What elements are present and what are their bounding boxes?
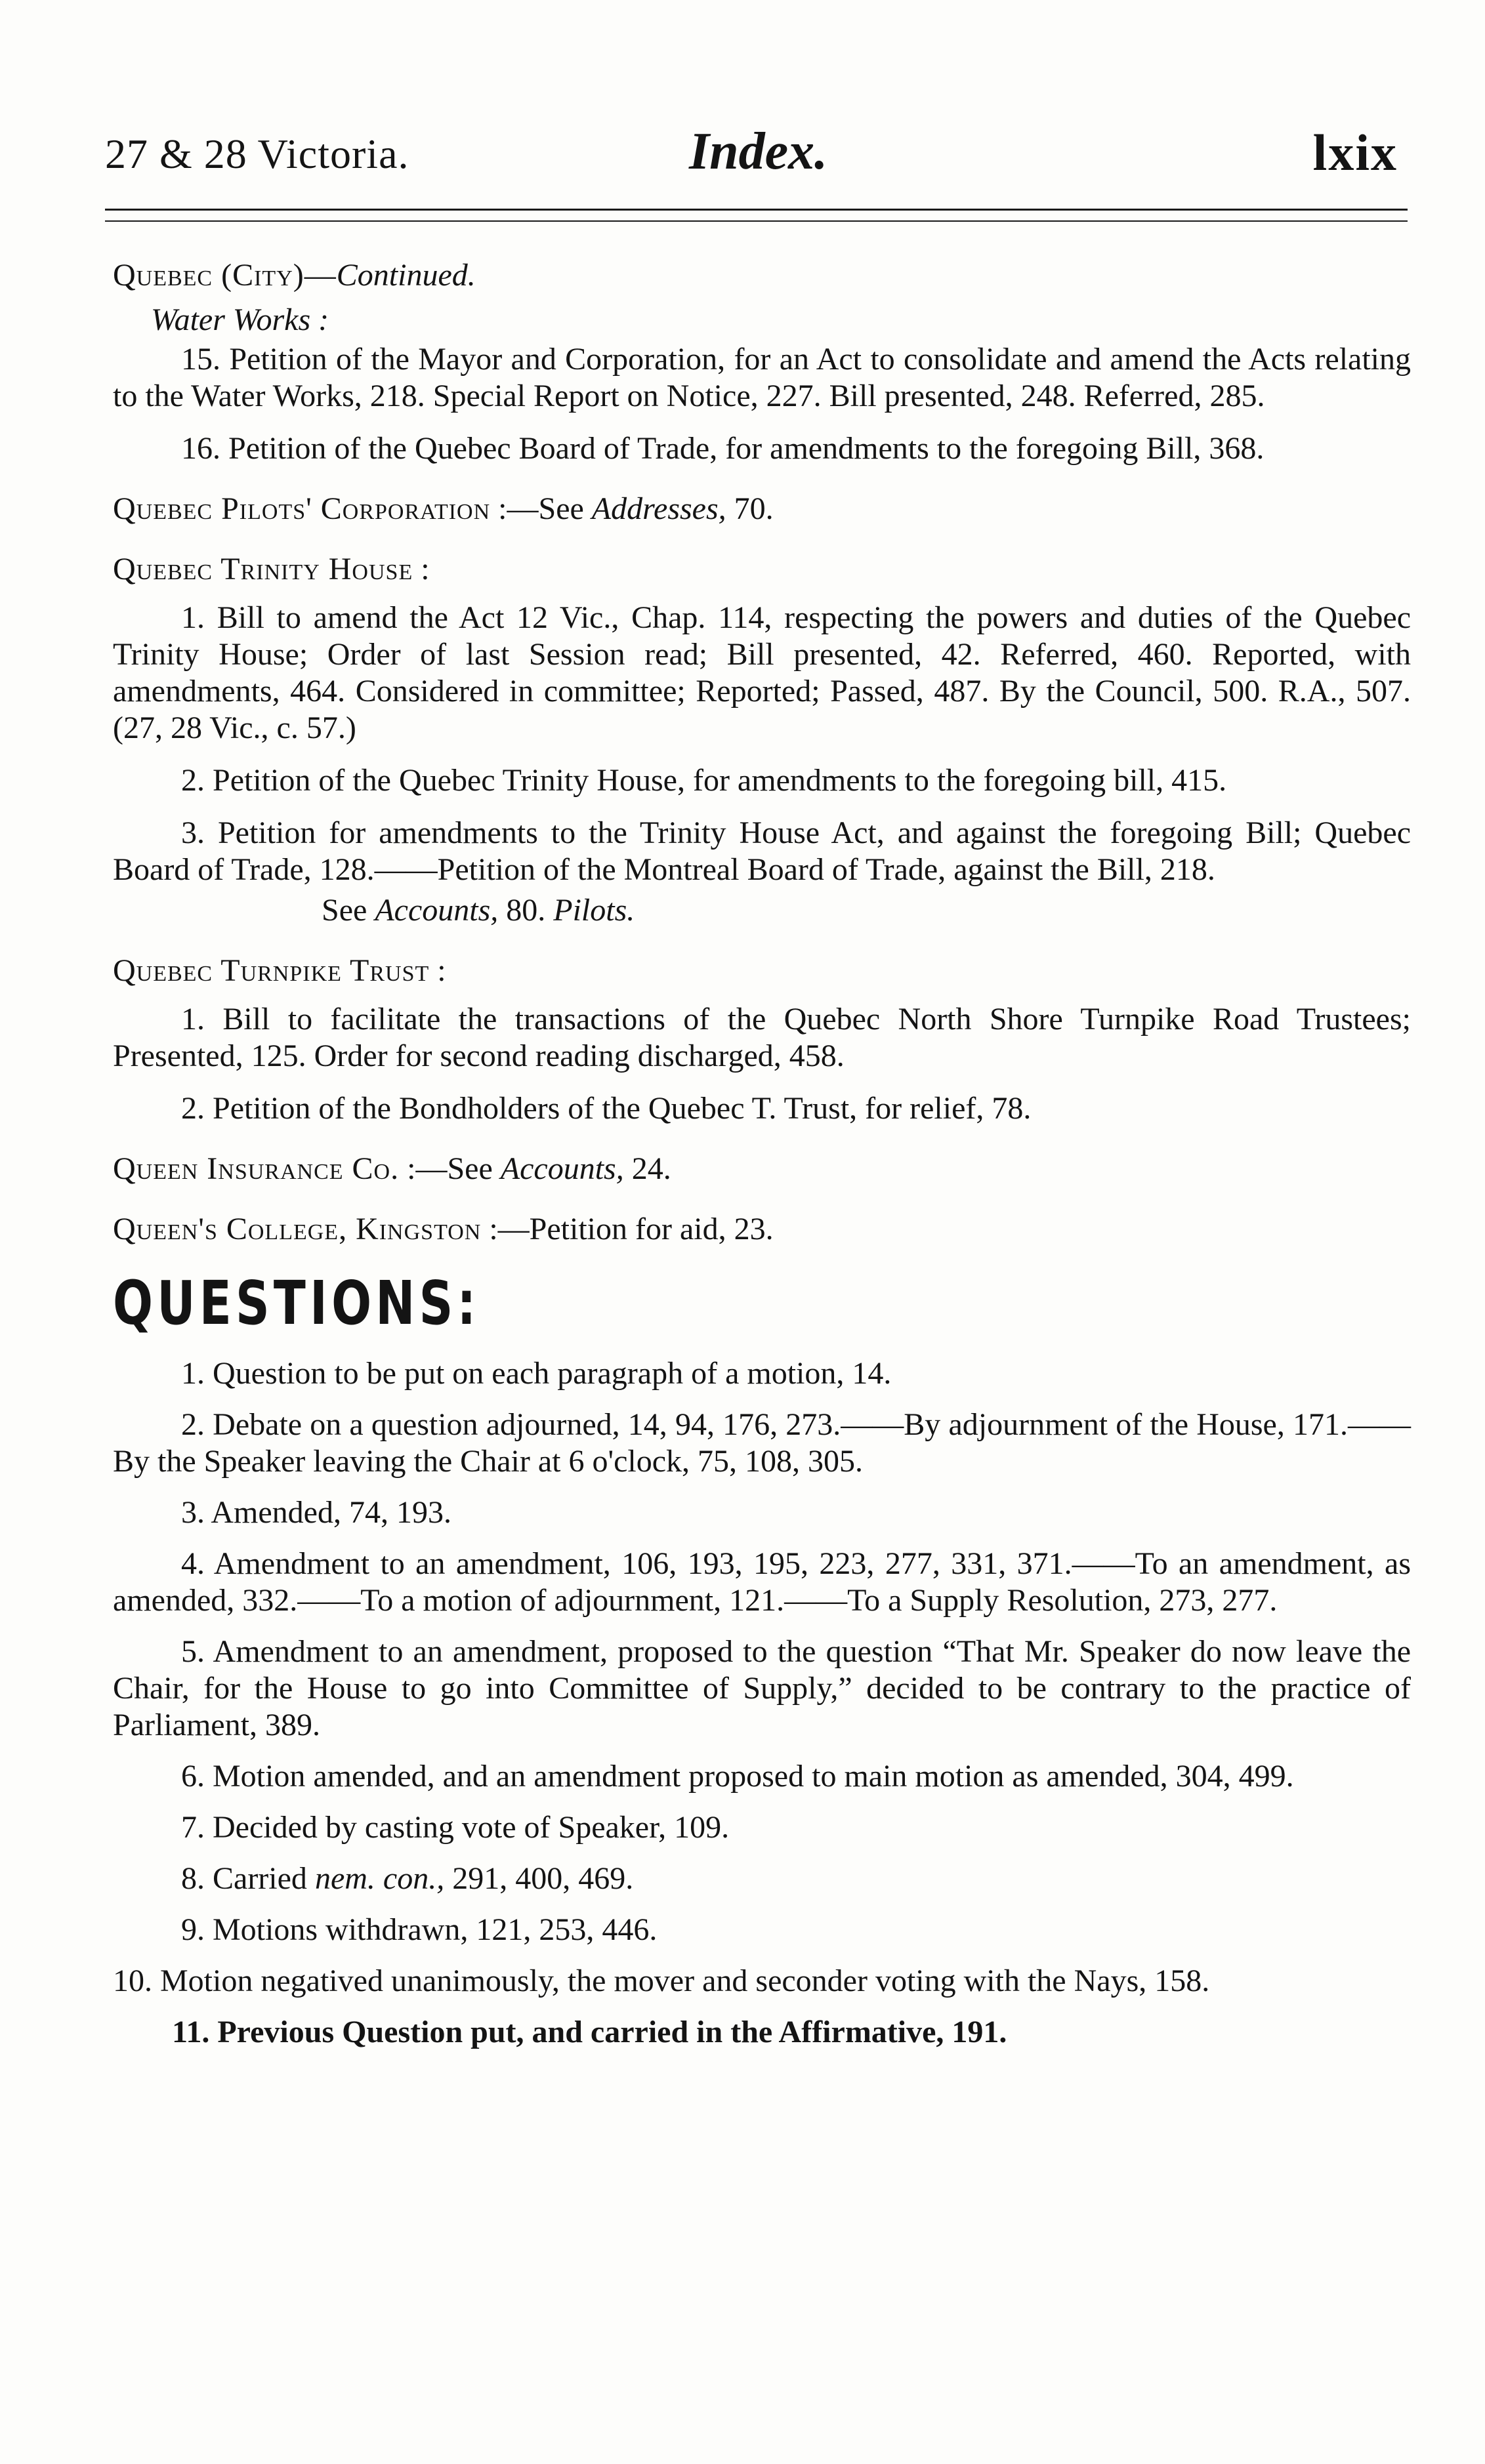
index-content bbox=[113, 257, 1411, 2065]
see-label: See bbox=[322, 893, 375, 928]
item-text: Amended, 74, 193. bbox=[211, 1495, 451, 1530]
cross-reference: Accounts, bbox=[375, 893, 499, 928]
item-text: Bill to facilitate the transactions of the Quebec North Shore Turnpike Road Trustees; Presented, 125. Order for second reading discharged, 458. bbox=[113, 1002, 1412, 1073]
index-item bbox=[113, 1090, 1411, 1127]
continued-label: Continued. bbox=[336, 258, 476, 293]
item-number: 6. bbox=[181, 1759, 205, 1794]
cross-reference: Accounts, bbox=[500, 1151, 624, 1186]
entry-quebec-city bbox=[113, 257, 1411, 294]
item-text: Amendment to an amendment, 106, 193, 195, 223, 277, 331, 371.——To an amendment, as amended, 332.——To a motion of adjournment, 121.——To a Supply Resolution, 273, 277. bbox=[113, 1546, 1411, 1618]
entry-heading: Queen's College, Kingston bbox=[113, 1212, 482, 1246]
entry-text: :—Petition for aid, 23. bbox=[481, 1212, 774, 1246]
index-item bbox=[113, 762, 1411, 799]
page-ref: 70. bbox=[726, 491, 774, 526]
item-number: 3. bbox=[181, 1495, 205, 1530]
item-text: Previous Question put, and carried in the Affirmative, 191. bbox=[217, 2015, 1007, 2049]
index-item bbox=[113, 2014, 1411, 2051]
item-number: 3. bbox=[181, 815, 205, 850]
index-item bbox=[113, 341, 1411, 415]
item-number: 9. bbox=[181, 1912, 205, 1947]
page-ref: 24. bbox=[623, 1151, 671, 1186]
item-number: 1. bbox=[181, 1356, 205, 1391]
index-item bbox=[113, 430, 1411, 467]
item-number: 2. bbox=[181, 1407, 205, 1442]
latin-phrase: nem. con., bbox=[314, 1861, 445, 1896]
index-item bbox=[113, 1546, 1411, 1619]
index-item bbox=[113, 1633, 1411, 1744]
item-number: 15. bbox=[181, 342, 220, 377]
item-number: 7. bbox=[181, 1810, 205, 1845]
item-number: 8. bbox=[181, 1861, 205, 1896]
item-text: Motion amended, and an amendment proposed to main motion as amended, 304, 499. bbox=[213, 1759, 1294, 1794]
item-text: Motions withdrawn, 121, 253, 446. bbox=[213, 1912, 658, 1947]
item-text: Petition of the Mayor and Corporation, for an Act to consolidate and amend the Acts relating to the Water Works, 218. Special Report on Notice, 227. Bill presented, 248. Referred, 285. bbox=[113, 342, 1412, 413]
item-number: 4. bbox=[181, 1546, 205, 1581]
heading-colon: : bbox=[413, 552, 430, 586]
index-item bbox=[113, 1407, 1411, 1480]
cross-reference: Pilots. bbox=[553, 893, 635, 928]
section-title-questions: QUESTIONS: bbox=[113, 1268, 480, 1338]
item-text: Question to be put on each paragraph of a motion, 14. bbox=[213, 1356, 892, 1391]
item-number: 11. bbox=[172, 2015, 210, 2049]
page-number: lxix bbox=[1312, 124, 1398, 181]
page-ref: 80. bbox=[498, 893, 554, 928]
entry-heading: Quebec Turnpike Trust bbox=[113, 953, 430, 988]
entry-heading: Queen Insurance Co. bbox=[113, 1151, 400, 1186]
entry-quebec-turnpike-trust bbox=[113, 953, 1411, 989]
item-text-prefix: Carried bbox=[213, 1861, 315, 1896]
see-also-line bbox=[322, 892, 1411, 929]
item-text: Debate on a question adjourned, 14, 94, 176, 273.——By adjournment of the House, 171.——By the Speaker leaving the Chair at 6 o'clock, 75, 108, 305. bbox=[113, 1407, 1411, 1479]
item-number: 2. bbox=[181, 1091, 205, 1126]
item-number: 1. bbox=[181, 600, 205, 635]
entry-queens-college bbox=[113, 1211, 1411, 1248]
item-text: 291, 400, 469. bbox=[444, 1861, 634, 1896]
item-text: Decided by casting vote of Speaker, 109. bbox=[213, 1810, 730, 1845]
item-text: Bill to amend the Act 12 Vic., Chap. 114, respecting the powers and duties of the Quebec Trinity House; Order of last Session read; Bill presented, 42. Referred, 460. Reported, with amendments, 464. Considered in committee; Reported; Passed, 487. By the Council, 500. R.A., 507. (27, 28 Vic., c. 57.) bbox=[113, 600, 1412, 745]
index-item bbox=[113, 600, 1411, 747]
item-text: Petition for amendments to the Trinity House Act, and against the foregoing Bill; Quebec Board of Trade, 128.——Petition of the Montreal Board of Trade, against the Bill, 218. bbox=[113, 815, 1412, 887]
header-rule-bottom bbox=[105, 220, 1408, 222]
item-number: 5. bbox=[181, 1634, 205, 1669]
item-number: 16. bbox=[181, 431, 220, 466]
item-text: Petition of the Quebec Board of Trade, for amendments to the foregoing Bill, 368. bbox=[228, 431, 1265, 466]
item-number: 1. bbox=[181, 1002, 205, 1037]
see-label: :—See bbox=[399, 1151, 501, 1186]
running-head bbox=[105, 122, 1398, 188]
heading-colon: : bbox=[429, 953, 446, 988]
index-item bbox=[113, 1963, 1411, 2000]
running-head-title: Index. bbox=[689, 123, 828, 180]
item-text: Petition of the Bondholders of the Quebec T. Trust, for relief, 78. bbox=[213, 1091, 1032, 1126]
item-text: Amendment to an amendment, proposed to the question “That Mr. Speaker do now leave the Chair, for the House to go into Committee of Supply,” decided to be contrary to the practice of Parliament, 389. bbox=[113, 1634, 1412, 1742]
index-item bbox=[113, 815, 1411, 888]
index-item bbox=[113, 1494, 1411, 1531]
running-head-volume: 27 & 28 Victoria. bbox=[105, 131, 409, 177]
cross-reference: Addresses, bbox=[591, 491, 726, 526]
index-item bbox=[113, 1809, 1411, 1846]
item-text: Motion negatived unanimously, the mover and seconder voting with the Nays, 158. bbox=[160, 1963, 1210, 1998]
index-item bbox=[113, 1758, 1411, 1795]
index-item bbox=[113, 1001, 1411, 1075]
index-item bbox=[113, 1912, 1411, 1948]
entry-quebec-pilots bbox=[113, 491, 1411, 527]
index-item bbox=[113, 1355, 1411, 1392]
item-number: 2. bbox=[181, 763, 205, 798]
entry-heading: Quebec Pilots' Corporation bbox=[113, 491, 491, 526]
entry-quebec-trinity-house bbox=[113, 551, 1411, 588]
header-rule-top bbox=[105, 209, 1408, 211]
item-text: Petition of the Quebec Trinity House, for amendments to the foregoing bill, 415. bbox=[213, 763, 1227, 798]
index-item bbox=[113, 1860, 1411, 1897]
subhead-water-works: Water Works : bbox=[151, 302, 329, 337]
item-number: 10. bbox=[113, 1963, 152, 1998]
entry-heading: Quebec Trinity House bbox=[113, 552, 413, 586]
see-label: :—See bbox=[490, 491, 592, 526]
entry-queen-insurance bbox=[113, 1151, 1411, 1187]
entry-heading: Quebec (City)— bbox=[113, 258, 337, 293]
